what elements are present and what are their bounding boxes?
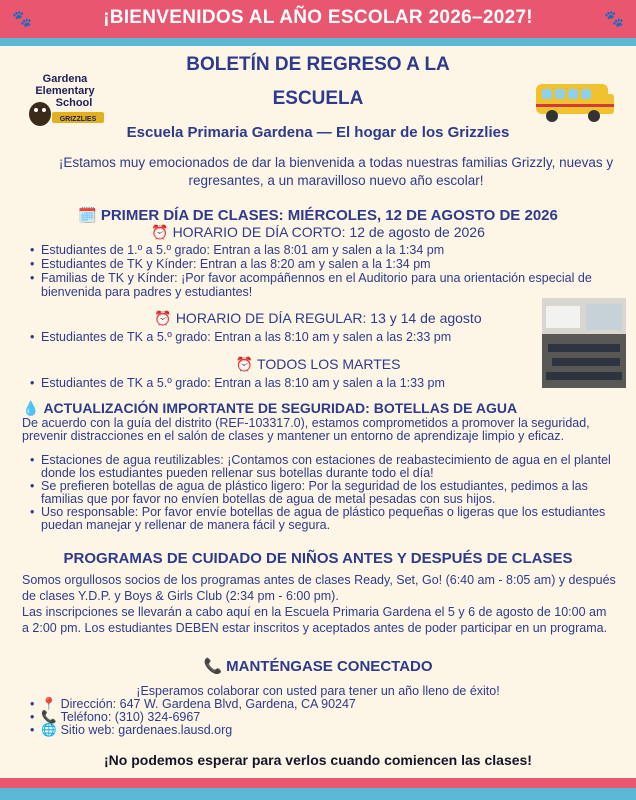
paw-icon: 🐾 (604, 11, 624, 28)
phone-icon: 📞 (203, 658, 223, 675)
banner-title: ¡BIENVENIDOS AL AÑO ESCOLAR 2026–2027! (103, 7, 533, 28)
pin-icon: 📍 (41, 697, 57, 711)
newsletter-title-line2: ESCUELA (272, 88, 364, 109)
footer-stripe-pink (0, 778, 636, 788)
school-bus-image (534, 76, 616, 124)
contact-heading (0, 657, 636, 675)
short-day-heading (0, 224, 636, 241)
phone-icon: 📞 (41, 710, 57, 724)
short-day-title: HORARIO DE DÍA CORTO: 12 de agosto de 2026 (172, 224, 485, 240)
first-day-title: PRIMER DÍA DE CLASES: MIÉRCOLES, 12 DE AGOSTO DE 2026 (100, 207, 558, 224)
childcare-paragraph-2: Las inscripciones se llevarán a cabo aquí en la Escuela Primaria Gardena el 5 y 6 de agosto de 10:00 am a 2:00 pm. Los estudiantes DEBEN estar inscritos y aceptados antes de poder participar en un programa. (22, 605, 608, 635)
calendar-icon: 🗓️ (78, 207, 97, 224)
footer-stripe-blue (0, 788, 636, 800)
regular-day-title: HORARIO DE DÍA REGULAR: 13 y 14 de agosto (175, 310, 482, 326)
tuesday-list (30, 376, 610, 390)
water-heading (22, 400, 517, 417)
list-item: • Estudiantes de 1.º a 5.º grado: Entran a las 8:01 am y salen a la 1:34 pm (30, 243, 610, 257)
contact-title: MANTÉNGASE CONECTADO (226, 658, 433, 675)
alarm-clock-icon: ⏰ (235, 356, 254, 372)
contact-website[interactable]: • 🌐 Sitio web: gardenaes.lausd.org (30, 724, 610, 737)
childcare-paragraph-1: Somos orgullosos socios de los programas antes de clases Ready, Set, Go! (6:40 am - 8:05 am) y después de clases Y.D.P. y Boys & Girls Club (2:34 pm - 6:00 pm). (22, 573, 616, 603)
classroom-photo (542, 298, 626, 388)
closing-message: ¡No podemos esperar para verlos cuando comiencen las clases! (104, 752, 532, 768)
regular-day-heading (0, 310, 636, 327)
contact-phone: • 📞 Teléfono: (310) 324-6967 (30, 711, 610, 724)
contact-address: • 📍 Dirección: 647 W. Gardena Blvd, Gardena, CA 90247 (30, 698, 610, 711)
first-day-heading (0, 206, 636, 224)
water-list (30, 454, 616, 532)
alarm-clock-icon: ⏰ (154, 310, 172, 326)
logo-ribbon: GRIZZLIES (59, 116, 97, 123)
water-intro: De acuerdo con la guía del distrito (REF-103317.0), estamos comprometidos a promover la seguridad, prevenir distracciones en el salón de clases y mantener un entorno de aprendizaje limpio y eficaz. (22, 416, 590, 443)
welcome-intro: ¡Estamos muy emocionados de dar la bienvenida a todas nuestras familias Grizzly, nuevas y regresantes, a un maravilloso nuevo año escolar! (58, 155, 614, 188)
regular-day-list (30, 330, 610, 344)
tuesday-heading (0, 356, 636, 373)
list-item: • Estudiantes de TK y Kínder: Entran a las 8:20 am y salen a la 1:34 pm (30, 257, 610, 271)
water-title: ACTUALIZACIÓN IMPORTANTE DE SEGURIDAD: BOTELLAS DE AGUA (43, 400, 518, 416)
list-item: • Estudiantes de TK a 5.º grado: Entran a las 8:10 am y salen a la 1:33 pm (30, 376, 610, 390)
banner-stripe (0, 38, 636, 46)
tuesday-title: TODOS LOS MARTES (257, 356, 401, 372)
newsletter-title: BOLETÍN DE REGRESO A LA (186, 54, 450, 75)
logo-text-2: Elementary (35, 85, 95, 97)
logo-text-3: School (55, 97, 93, 109)
childcare-heading: PROGRAMAS DE CUIDADO DE NIÑOS ANTES Y DESPUÉS DE CLASES (63, 550, 573, 567)
contact-list (30, 698, 610, 737)
school-subtitle: Escuela Primaria Gardena — El hogar de los Grizzlies (126, 124, 510, 141)
logo-text-1: Gardena (42, 73, 88, 85)
alarm-clock-icon: ⏰ (151, 224, 169, 240)
list-item: • Estaciones de agua reutilizables: ¡Contamos con estaciones de reabastecimiento de agua en el plantel donde los estudiantes pueden rellenar sus botellas durante todo el día! (30, 454, 616, 480)
paw-icon: 🐾 (12, 11, 32, 28)
list-item: • Estudiantes de TK a 5.º grado: Entran a las 8:10 am y salen a las 2:33 pm (30, 330, 610, 344)
contact-intro: ¡Esperamos colaborar con usted para tener un año lleno de éxito! (136, 684, 500, 698)
list-item: • Familias de TK y Kínder: ¡Por favor acompáñennos en el Auditorio para una orientación especial de bienvenida para padres y estudiantes! (30, 271, 610, 299)
list-item: • Se prefieren botellas de agua de plástico ligero: Por la seguridad de los estudiantes, pedimos a las familias que por favor no envíen botellas de agua de metal pesadas con sus hijos. (30, 480, 616, 506)
water-drop-icon: 💧 (22, 400, 40, 416)
short-day-list (30, 243, 610, 299)
list-item: • Uso responsable: Por favor envíe botellas de agua de plástico pequeñas o ligeras que los estudiantes puedan manejar y rellenar de manera fácil y segura. (30, 506, 616, 532)
globe-icon: 🌐 (41, 723, 57, 737)
